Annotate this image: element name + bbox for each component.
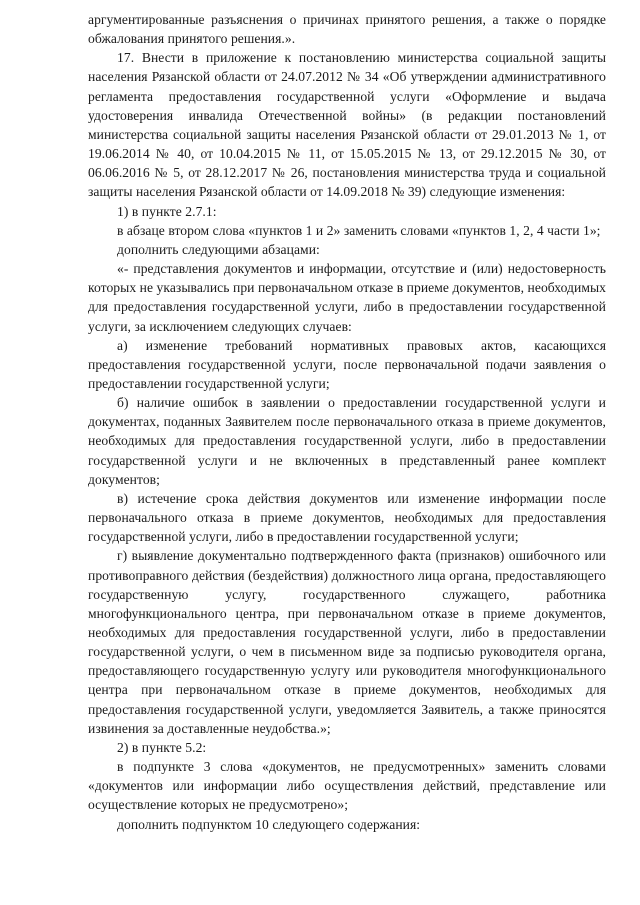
paragraph-subitem-2: 2) в пункте 5.2: — [117, 739, 207, 755]
paragraph-subpoint-3: в подпункте 3 слова «документов, не предусмотренных» заменить словами «документов или информации либо осуществления действий, представление или осуществление которых не предусмотрено»; — [88, 759, 606, 813]
paragraph-abzac-second: в абзаце втором слова «пунктов 1 и 2» заменить словами «пунктов 1, 2, 4 части 1»; — [117, 222, 601, 238]
paragraph-case-a: а) изменение требований нормативных правовых актов, касающихся предоставления государственной услуги, после первоначальной подачи заявления о предоставлении государственной услуги; — [88, 337, 606, 391]
paragraph-item-17: 17. Внести в приложение к постановлению министерства социальной защиты населения Рязанской области от 24.07.2012 № 34 «Об утверждении административного регламента предоставления государственной услуги «Оформление и выдача удостоверения инвалида Отечественной войны» (в редакции постановлений министерства социальной защиты населения Рязанской области от 29.01.2013 № 1, от 19.06.2014 № 40, от 10.04.2015 № 11, от 15.05.2015 № 13, от 29.12.2015 № 30, от 06.06.2016 № 5, от 28.12.2017 № 26, постановления министерства труда и социальной защиты населения Рязанской области от 14.09.2018 № 39) следующие изменения: — [88, 50, 606, 200]
document-body — [88, 10, 606, 834]
paragraph-add-subpoint-10: дополнить подпунктом 10 следующего содержания: — [117, 816, 421, 832]
paragraph-case-g: г) выявление документально подтвержденного факта (признаков) ошибочного или противоправного действия (бездействия) должностного лица органа, предоставляющего государственную услугу, государственного служащего, работника многофункционального центра, при первоначальном отказе в приеме документов, необходимых для предоставления государственной услуги, либо в предоставлении государственной услуги, о чем в письменном виде за подписью руководителя органа, предоставляющего государственную услугу или руководителя многофункционального центра при первоначальном отказе в приеме документов, необходимых для предоставления государственной услуги, уведомляется Заявитель, а также приносятся извинения за доставленные неудобства.»; — [88, 548, 606, 736]
paragraph-case-v: в) истечение срока действия документов или изменение информации после первоначального отказа в приеме документов, необходимых для предоставления государственной услуги, либо в предоставлении государственной услуги; — [88, 490, 606, 545]
paragraph-case-b: б) наличие ошибок в заявлении о предоставлении государственной услуги и документах, поданных Заявителем после первоначального отказа в приеме документов, необходимых для предоставления государственной услуги, либо в предоставлении государственной услуги и не включенных в представленный ранее комплект документов; — [88, 395, 606, 487]
paragraph-continuation: аргументированные разъяснения о причинах принятого решения, а также о порядке обжалования принятого решения.». — [88, 12, 606, 47]
paragraph-subitem-1: 1) в пункте 2.7.1: — [117, 203, 217, 219]
paragraph-add-abzacs: дополнить следующими абзацами: — [117, 241, 320, 257]
paragraph-grounds: «- представления документов и информации, отсутствие и (или) недостоверность которых не указывались при первоначальном отказе в приеме документов, необходимых для предоставления государственной услуги, либо в предоставлении государственной услуги, за исключением следующих случаев: — [88, 261, 606, 334]
